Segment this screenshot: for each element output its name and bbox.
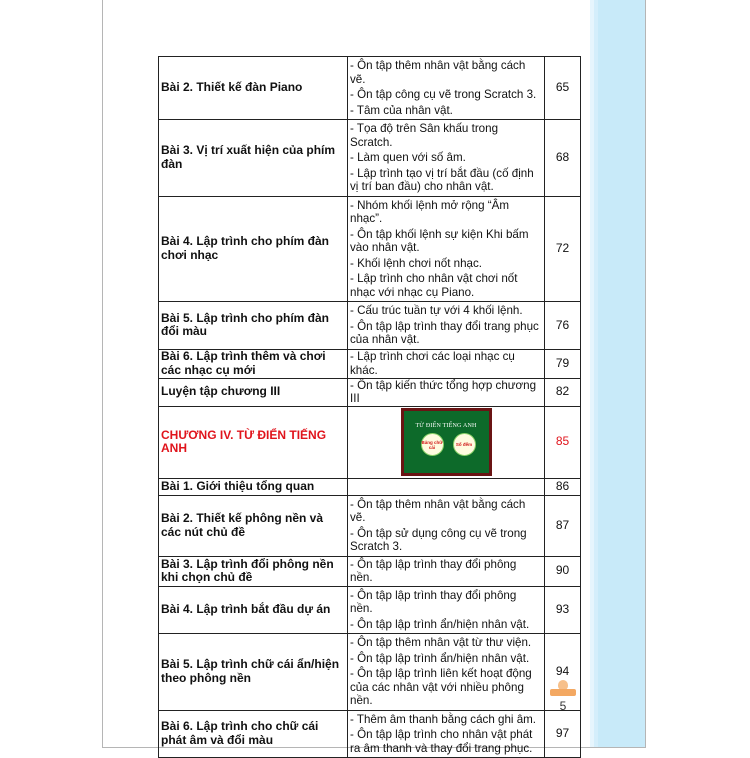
topic-item: - Ôn tập lập trình ẩn/hiện nhân vật. [350, 651, 530, 665]
chapter-row [159, 406, 581, 478]
lesson-topics [348, 120, 545, 197]
page-number: 86 [545, 478, 581, 495]
table-row [159, 378, 581, 406]
topic-item: - Ôn tập khối lệnh sự kiện Khi bấm vào nhân vật. [350, 227, 529, 254]
table-row [159, 586, 581, 634]
topic-item: - Làm quen với số âm. [350, 151, 466, 164]
numbers-button-icon: Số đếm [453, 433, 476, 456]
table-row [159, 634, 581, 711]
chapter-image-title: TỪ ĐIỂN TIẾNG ANH [415, 423, 477, 429]
lesson-title: Bài 4. Lập trình bắt đầu dự án [159, 586, 348, 634]
table-row [159, 302, 581, 350]
lesson-topics [348, 378, 545, 406]
table-row [159, 495, 581, 556]
lesson-title: Bài 5. Lập trình cho phím đàn đổi màu [159, 302, 348, 350]
page-number: 90 [545, 556, 581, 586]
topic-item: - Ôn tập thêm nhân vật bằng cách vẽ. [350, 59, 526, 86]
page-number-footer: 5 [559, 699, 567, 713]
lesson-topics [348, 634, 545, 711]
topic-item: - Ôn tập thêm nhân vật từ thư viện. [350, 636, 532, 649]
topic-item: - Lập trình chơi các loại nhạc cụ khác. [350, 350, 515, 377]
lesson-topics [348, 586, 545, 634]
chapter-preview-image [401, 408, 492, 476]
alphabet-button-icon: Bảng chữ cái [421, 433, 444, 456]
page-number: 68 [545, 120, 581, 197]
page-number: 79 [545, 349, 581, 378]
lesson-topics [348, 196, 545, 302]
topic-item: - Ôn tập lập trình thay đổi phông nền. [350, 588, 517, 615]
page-number: 85 [545, 406, 581, 478]
chapter-image-cell [348, 406, 545, 478]
lesson-topics [348, 478, 545, 495]
topic-item: - Ôn tập lập trình cho nhân vật phát ra âm thanh và thay đổi trang phục. [350, 728, 533, 755]
topic-item: - Khối lệnh chơi nốt nhạc. [350, 256, 482, 270]
scratch-cat-logo-icon [550, 680, 576, 698]
lesson-topics [348, 495, 545, 556]
table-row [159, 196, 581, 302]
topic-item: - Ôn tập lập trình ẩn/hiện nhân vật. [350, 617, 530, 631]
topic-item: - Ôn tập kiến thức tổng hợp chương III [350, 378, 537, 405]
lesson-title: Bài 4. Lập trình cho phím đàn chơi nhạc [159, 196, 348, 302]
page-number: 76 [545, 302, 581, 350]
topic-item: - Ôn tập lập trình liên kết hoạt động của các nhân vật với nhiều phông nền. [350, 667, 532, 707]
page-number: 65 [545, 57, 581, 120]
table-of-contents [158, 56, 581, 758]
lesson-topics [348, 57, 545, 120]
topic-item: - Tọa độ trên Sân khấu trong Scratch. [350, 122, 499, 149]
page-number: 93 [545, 586, 581, 634]
lesson-topics [348, 302, 545, 350]
lesson-topics [348, 349, 545, 378]
topic-item: - Ôn tập thêm nhân vật bằng cách vẽ. [350, 497, 526, 524]
lesson-title: Bài 6. Lập trình cho chữ cái phát âm và đổi màu [159, 710, 348, 758]
lesson-title: Bài 2. Thiết kế phông nền và các nút chủ đề [159, 495, 348, 556]
table-row [159, 120, 581, 197]
lesson-title: Bài 1. Giới thiệu tổng quan [159, 478, 348, 495]
page-number: 94 [545, 634, 581, 711]
table-row [159, 349, 581, 378]
lesson-title: Luyện tập chương III [159, 378, 348, 406]
lesson-topics [348, 710, 545, 758]
lesson-title: Bài 5. Lập trình chữ cái ẩn/hiện theo phông nền [159, 634, 348, 711]
page-footer [543, 680, 583, 713]
lesson-topics [348, 556, 545, 586]
topic-item: - Nhóm khối lệnh mở rộng “Âm nhạc”. [350, 198, 510, 225]
page-number: 97 [545, 710, 581, 758]
chapter-title: CHƯƠNG IV. TỪ ĐIỂN TIẾNG ANH [159, 406, 348, 478]
lesson-title: Bài 2. Thiết kế đàn Piano [159, 57, 348, 120]
table-row [159, 710, 581, 758]
page-number: 87 [545, 495, 581, 556]
topic-item: - Lập trình cho nhân vật chơi nốt nhạc với nhạc cụ Piano. [350, 272, 518, 299]
topic-item: - Tâm của nhân vật. [350, 103, 453, 117]
lesson-title: Bài 3. Lập trình đổi phông nền khi chọn chủ đề [159, 556, 348, 586]
topic-item: - Thêm âm thanh bằng cách ghi âm. [350, 712, 537, 726]
page-number: 82 [545, 378, 581, 406]
table-row [159, 556, 581, 586]
topic-item: - Ôn tập lập trình thay đổi trang phục của nhân vật. [350, 319, 539, 346]
page-number: 72 [545, 196, 581, 302]
side-color-strip [590, 0, 645, 747]
lesson-title: Bài 6. Lập trình thêm và chơi các nhạc cụ mới [159, 349, 348, 378]
topic-item: - Ôn tập sử dụng công cụ vẽ trong Scratch 3. [350, 526, 527, 553]
topic-item: - Cấu trúc tuần tự với 4 khối lệnh. [350, 304, 523, 317]
topic-item: - Lập trình tạo vị trí bắt đầu (cố định vị trí ban đầu) cho nhân vật. [350, 166, 534, 193]
topic-item: - Ôn tập công cụ vẽ trong Scratch 3. [350, 88, 537, 101]
lesson-title: Bài 3. Vị trí xuất hiện của phím đàn [159, 120, 348, 197]
table-row [159, 57, 581, 120]
table-row [159, 478, 581, 495]
topic-item: - Ôn tập lập trình thay đổi phông nền. [350, 557, 517, 584]
